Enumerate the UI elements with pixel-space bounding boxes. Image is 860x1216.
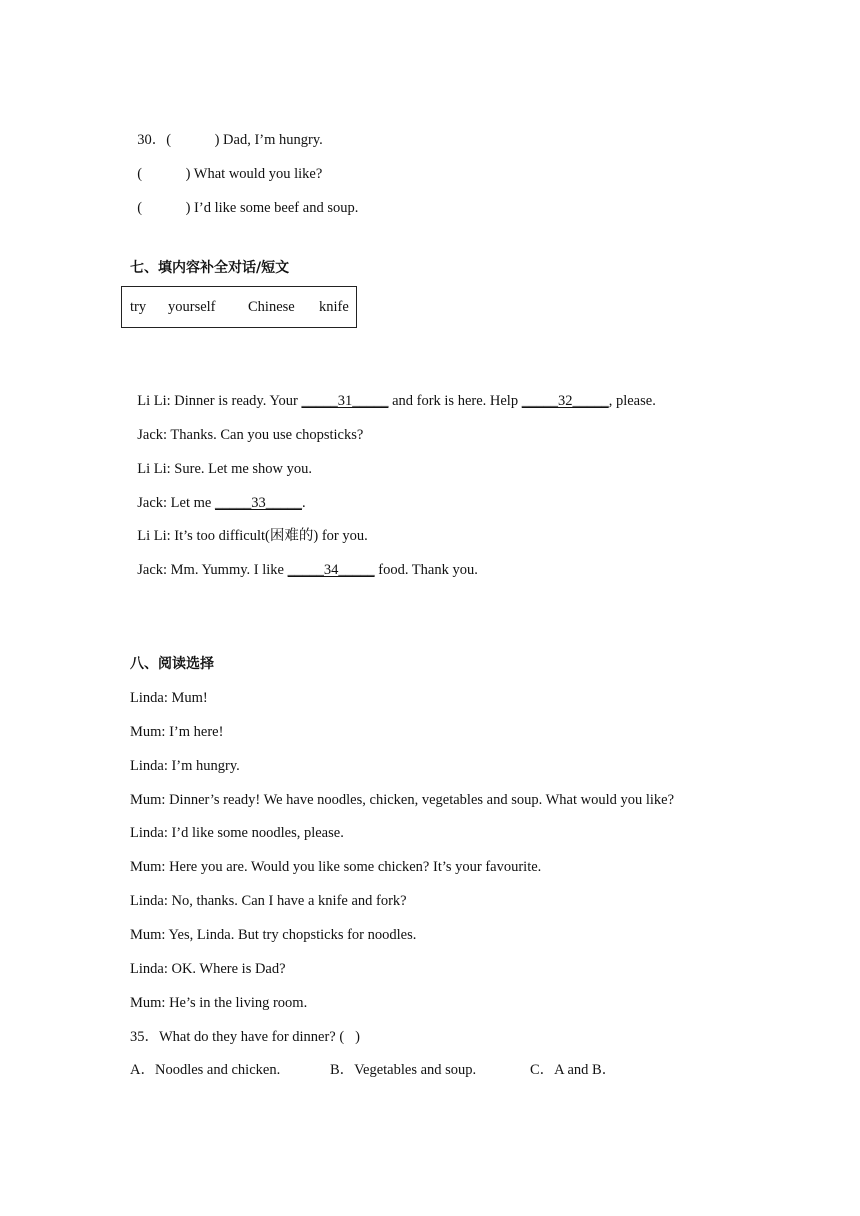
- blank-34[interactable]: _____34_____: [287, 562, 375, 578]
- dialogue-text: food. Thank you.: [374, 562, 478, 578]
- dialogue-text: Li Li: Sure. Let me show you.: [137, 461, 313, 477]
- q35-option-c[interactable]: C．A and B．: [530, 1062, 617, 1078]
- dialogue-line: [130, 408, 363, 444]
- dialogue-text: , please.: [608, 393, 656, 409]
- q30-answer-paren-3[interactable]: ( ): [137, 200, 191, 216]
- q30-answer-paren-1[interactable]: ( ): [166, 132, 220, 148]
- reading-line: Linda: I’m hungry.: [130, 758, 240, 774]
- dialogue-line: [130, 543, 478, 579]
- word-bank-item: Chinese: [248, 298, 295, 315]
- blank-31[interactable]: _____31_____: [301, 393, 389, 409]
- dialogue-line: [130, 374, 656, 410]
- word-bank-item: try: [130, 298, 147, 315]
- dialogue-text: Jack: Mm. Yummy. I like: [137, 562, 288, 578]
- q30-text-1: Dad, I’m hungry.: [223, 132, 323, 148]
- q35-question: 35．What do they have for dinner? ( ): [130, 1029, 360, 1045]
- blank-32[interactable]: _____32_____: [521, 393, 609, 409]
- section8-heading: 八、阅读选择: [130, 656, 214, 672]
- q30-text-2: What would you like?: [193, 166, 323, 182]
- reading-line: Linda: OK. Where is Dad?: [130, 961, 286, 977]
- q30-text-3: I’d like some beef and soup.: [194, 200, 359, 216]
- dialogue-line: [130, 476, 306, 512]
- dialogue-text: .: [301, 495, 306, 511]
- dialogue-text: and fork is here. Help: [388, 393, 522, 409]
- q30-line-3: [130, 181, 358, 217]
- reading-line: Mum: Here you are. Would you like some chicken? It’s your favourite.: [130, 859, 542, 875]
- dialogue-line: [130, 442, 312, 478]
- section7-heading: 七、填内容补全对话/短文: [130, 260, 290, 276]
- dialogue-text: Li Li: It’s too difficult(困难的) for you.: [137, 528, 368, 544]
- reading-line: Mum: Dinner’s ready! We have noodles, chicken, vegetables and soup. What would you like?: [130, 792, 675, 808]
- q35-option-b[interactable]: B．Vegetables and soup.: [330, 1062, 477, 1078]
- reading-line: Mum: I’m here!: [130, 724, 224, 740]
- dialogue-line: [130, 509, 368, 545]
- reading-line: Mum: Yes, Linda. But try chopsticks for noodles.: [130, 927, 417, 943]
- q30-number: 30．: [137, 132, 167, 148]
- q30-answer-paren-2[interactable]: ( ): [137, 166, 191, 182]
- reading-line: Linda: I’d like some noodles, please.: [130, 825, 344, 841]
- blank-33[interactable]: _____33_____: [214, 495, 302, 511]
- reading-line: Linda: Mum!: [130, 690, 208, 706]
- word-bank-item: yourself: [168, 298, 216, 315]
- word-bank-item: knife: [319, 298, 349, 315]
- q30-line-1: [130, 113, 323, 149]
- word-bank-box: [121, 286, 357, 328]
- q35-option-a[interactable]: A．Noodles and chicken.: [130, 1062, 281, 1078]
- reading-line: Linda: No, thanks. Can I have a knife and fork?: [130, 893, 407, 909]
- dialogue-text: Jack: Thanks. Can you use chopsticks?: [137, 427, 364, 443]
- q30-line-2: [130, 147, 322, 183]
- reading-line: Mum: He’s in the living room.: [130, 995, 308, 1011]
- dialogue-text: Jack: Let me: [137, 495, 215, 511]
- dialogue-text: Li Li: Dinner is ready. Your: [137, 393, 302, 409]
